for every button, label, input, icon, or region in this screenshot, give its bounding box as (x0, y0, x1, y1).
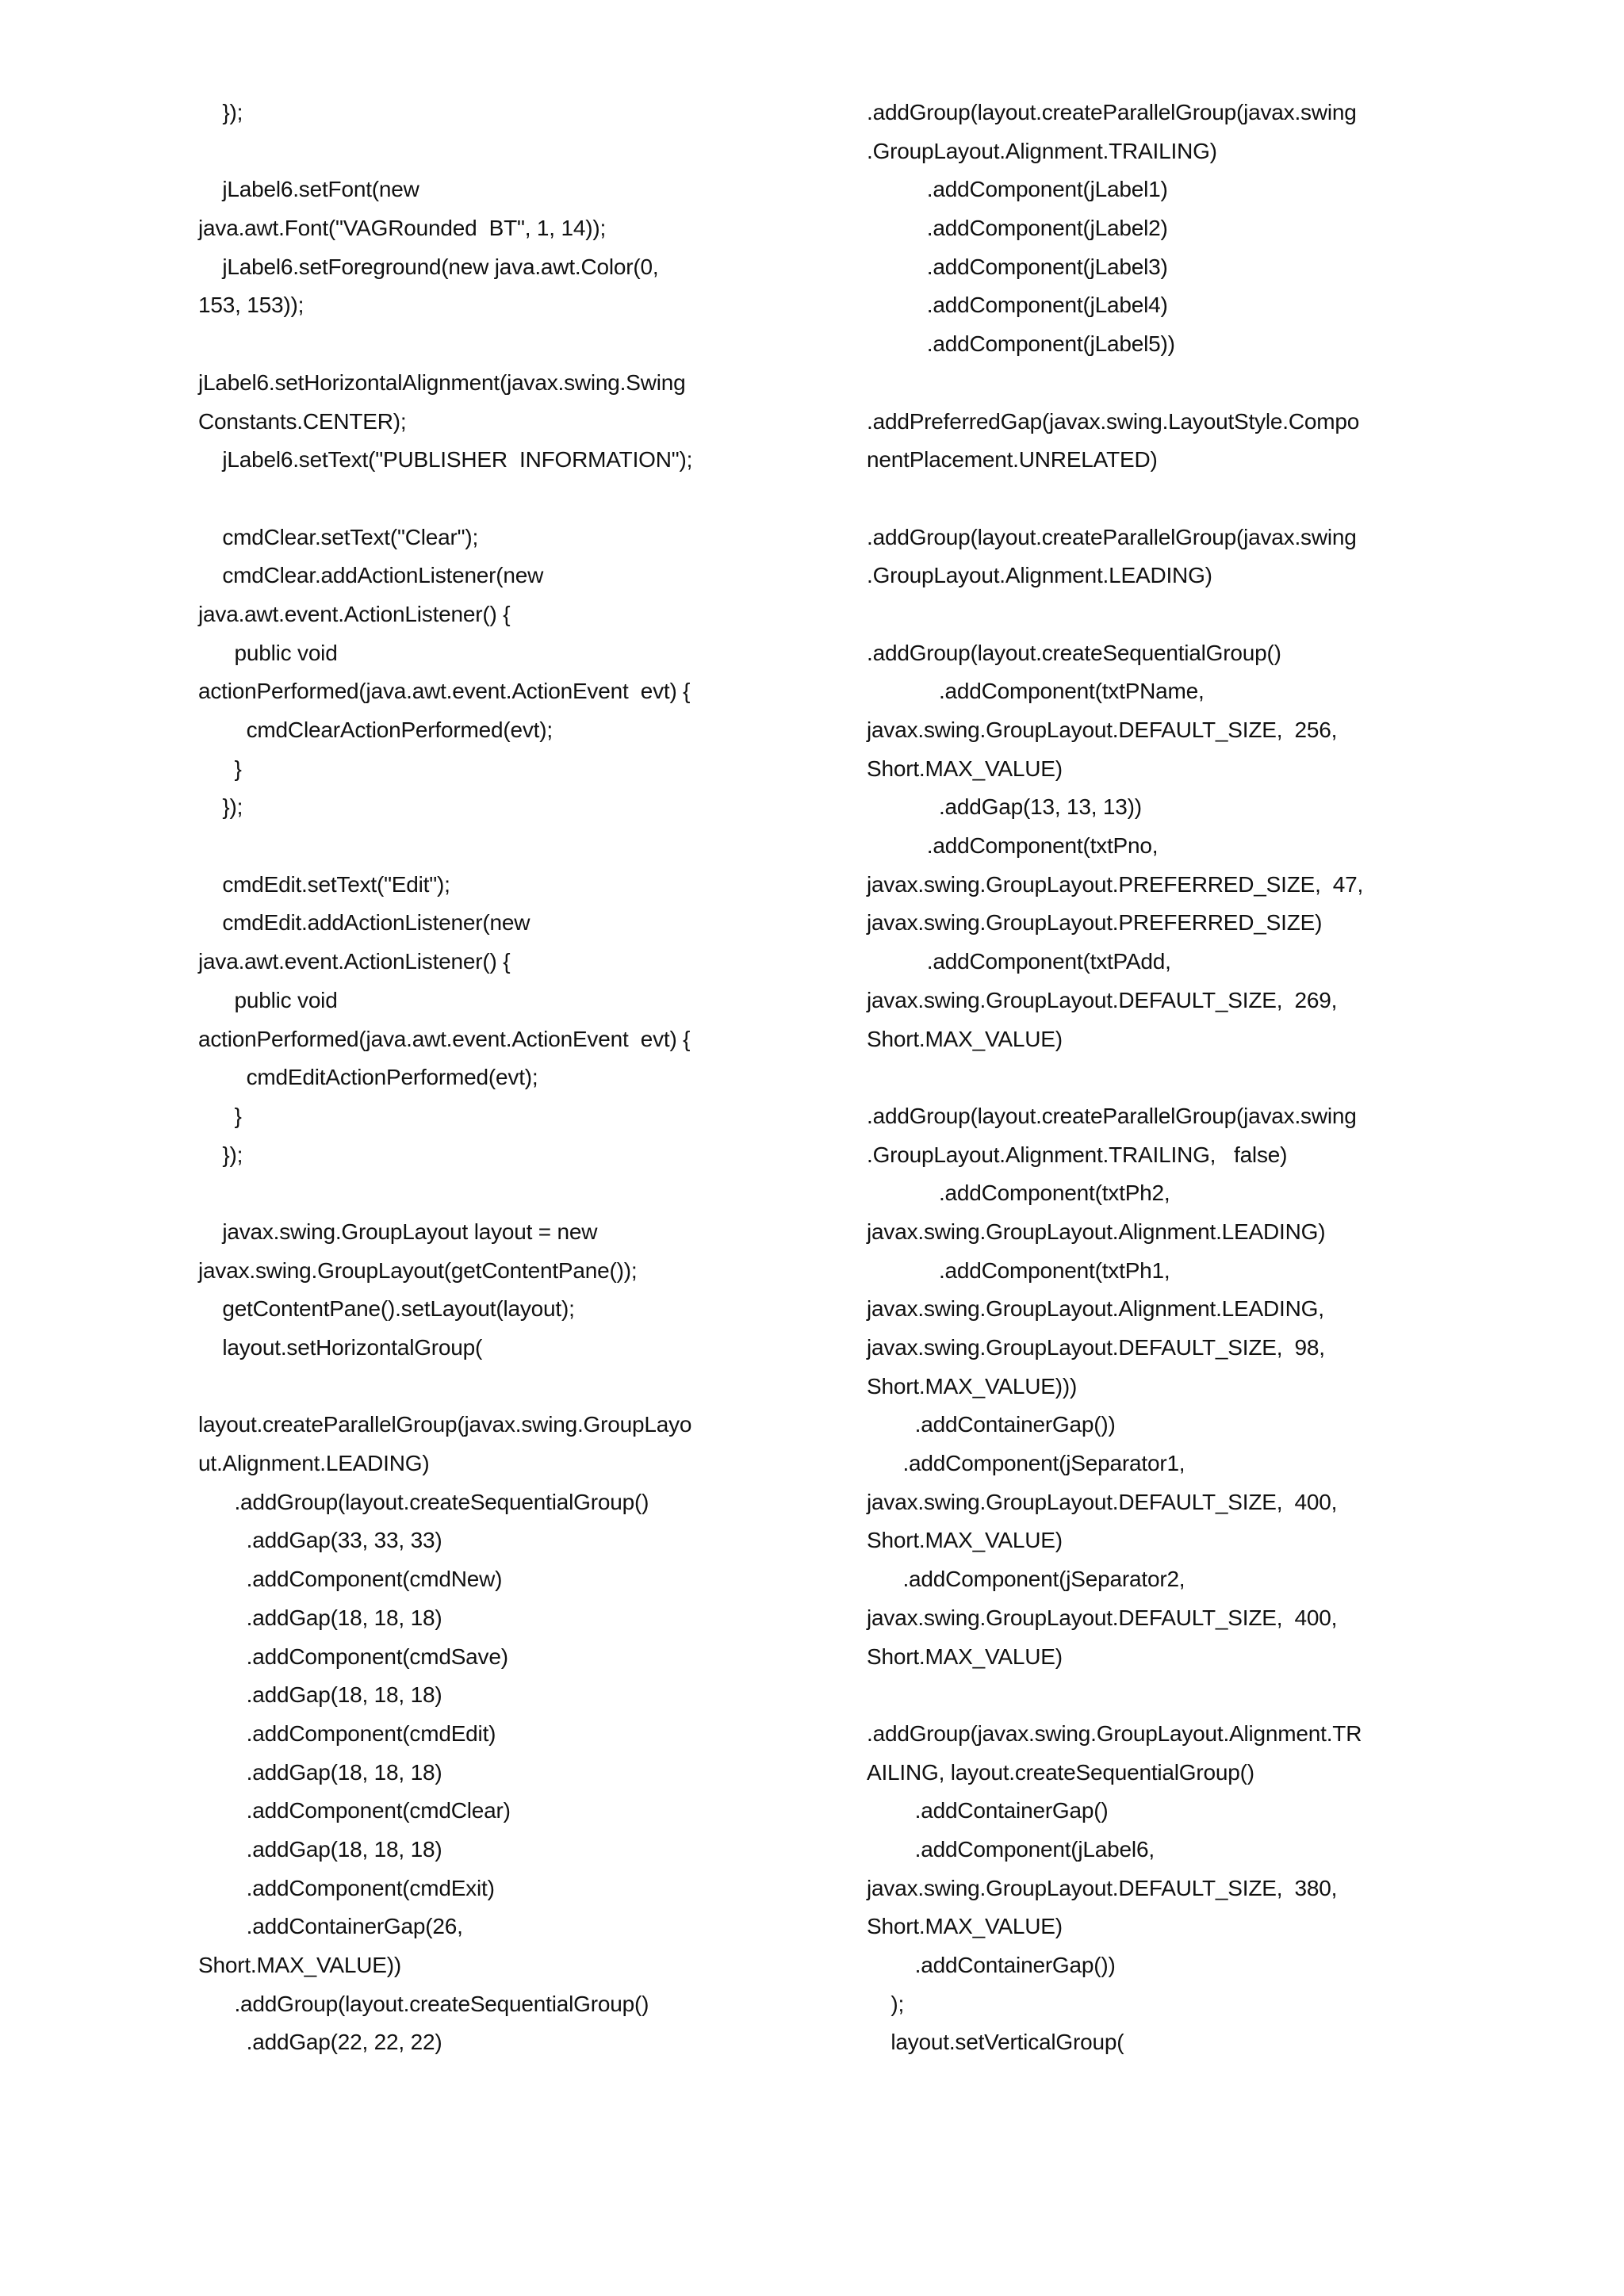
code-line (867, 1058, 1454, 1097)
code-line: javax.swing.GroupLayout.Alignment.LEADING, (867, 1296, 1324, 1322)
code-line: .addComponent(cmdClear) (198, 1798, 511, 1823)
code-line: java.awt.event.ActionListener() { (198, 949, 511, 974)
code-line: Short.MAX_VALUE) (867, 1026, 1063, 1051)
code-line: 153, 153)); (198, 293, 304, 318)
code-line: javax.swing.GroupLayout.DEFAULT_SIZE, 256, (867, 718, 1338, 742)
code-line: .addComponent(jSeparator1, (867, 1451, 1185, 1476)
code-line: javax.swing.GroupLayout.DEFAULT_SIZE, 400, (867, 1605, 1338, 1630)
code-line: cmdEdit.addActionListener(new (198, 910, 530, 936)
code-line: .addGap(18, 18, 18) (198, 1682, 442, 1708)
code-line: .addComponent(cmdSave) (198, 1644, 508, 1669)
code-line: }); (198, 1142, 243, 1167)
code-line: javax.swing.GroupLayout layout = new (198, 1219, 598, 1244)
code-line: cmdClear.addActionListener(new (198, 563, 544, 588)
code-line: javax.swing.GroupLayout.DEFAULT_SIZE, 400, (867, 1489, 1338, 1514)
code-line: public void (198, 640, 338, 665)
code-line: Short.MAX_VALUE) (867, 1644, 1063, 1669)
code-line: .addGroup(layout.createSequentialGroup() (198, 1991, 649, 2016)
code-line: } (198, 756, 242, 781)
code-line: .addGroup(layout.createParallelGroup(javax.swing (867, 1103, 1357, 1128)
code-line: Short.MAX_VALUE))) (867, 1373, 1078, 1399)
left-code-column (198, 94, 785, 2062)
code-line: Short.MAX_VALUE) (867, 756, 1063, 781)
code-line: jLabel6.setHorizontalAlignment(javax.swing.Swing (198, 369, 686, 395)
code-line: .addComponent(jLabel2) (867, 216, 1168, 241)
code-line: cmdEditActionPerformed(evt); (198, 1065, 538, 1090)
code-line (198, 132, 785, 171)
code-line: AILING, layout.createSequentialGroup() (867, 1759, 1254, 1785)
code-line: .addGroup(layout.createParallelGroup(javax.swing (867, 100, 1357, 124)
code-line: .addComponent(jLabel4) (867, 293, 1168, 318)
code-line: .addComponent(cmdNew) (198, 1567, 503, 1592)
code-line: javax.swing.GroupLayout.DEFAULT_SIZE, 98, (867, 1335, 1325, 1360)
code-line (867, 480, 1454, 519)
code-line: .addPreferredGap(javax.swing.LayoutStyle.Compo (867, 408, 1360, 434)
code-line: .addComponent(cmdEdit) (198, 1720, 496, 1746)
code-line (867, 364, 1454, 403)
code-line: javax.swing.GroupLayout.PREFERRED_SIZE, 47, (867, 871, 1364, 897)
code-line: .addContainerGap()) (867, 1953, 1116, 1977)
code-line: cmdClear.setText("Clear"); (198, 524, 479, 549)
code-line: .addGroup(layout.createSequentialGroup() (867, 640, 1281, 665)
code-line: Constants.CENTER); (198, 408, 407, 434)
code-line: .addComponent(jSeparator2, (867, 1567, 1185, 1592)
code-line: cmdClearActionPerformed(evt); (198, 718, 553, 742)
code-line: java.awt.event.ActionListener() { (198, 601, 511, 626)
code-line (198, 1174, 785, 1213)
code-line: .addGap(18, 18, 18) (198, 1836, 442, 1862)
code-line: Short.MAX_VALUE)) (198, 1953, 401, 1977)
code-line: .addGap(18, 18, 18) (198, 1605, 442, 1630)
code-line: jLabel6.setForeground(new java.awt.Color(0, (198, 254, 659, 279)
code-line: .GroupLayout.Alignment.LEADING) (867, 563, 1212, 588)
right-code-column (867, 94, 1454, 2062)
code-line: public void (198, 987, 338, 1012)
code-line: }); (198, 794, 243, 820)
code-line (198, 827, 785, 866)
code-line: ut.Alignment.LEADING) (198, 1451, 430, 1476)
code-line: actionPerformed(java.awt.event.ActionEvent evt) { (198, 679, 691, 704)
code-line: .addGroup(layout.createSequentialGroup() (198, 1489, 649, 1514)
code-line (867, 595, 1454, 634)
code-line: nentPlacement.UNRELATED) (867, 447, 1158, 473)
code-line: cmdEdit.setText("Edit"); (198, 871, 450, 897)
code-line: javax.swing.GroupLayout.Alignment.LEADING) (867, 1219, 1326, 1244)
code-line: .addComponent(jLabel3) (867, 254, 1168, 279)
code-line: layout.setVerticalGroup( (867, 2030, 1124, 2055)
code-line: .addComponent(jLabel1) (867, 177, 1168, 202)
code-line (198, 1368, 785, 1406)
code-line: .addGroup(layout.createParallelGroup(javax.swing (867, 524, 1357, 549)
code-line: .addComponent(txtPh1, (867, 1257, 1170, 1283)
code-line: layout.createParallelGroup(javax.swing.GroupLayo (198, 1412, 692, 1437)
code-line: .addGap(33, 33, 33) (198, 1528, 442, 1553)
code-line: javax.swing.GroupLayout.PREFERRED_SIZE) (867, 910, 1323, 936)
code-line (198, 480, 785, 519)
code-line: .addComponent(jLabel5)) (867, 331, 1175, 357)
code-line: javax.swing.GroupLayout(getContentPane()); (198, 1257, 638, 1283)
code-line (867, 1676, 1454, 1715)
code-line: .addComponent(txtPno, (867, 833, 1159, 859)
code-line: jLabel6.setFont(new (198, 177, 419, 202)
code-line: .GroupLayout.Alignment.TRAILING, false) (867, 1142, 1288, 1167)
code-line: jLabel6.setText("PUBLISHER INFORMATION"); (198, 447, 693, 473)
code-line: } (198, 1103, 242, 1128)
code-line: .addGroup(javax.swing.GroupLayout.Alignment.TR (867, 1720, 1362, 1746)
code-line: .addContainerGap()) (867, 1412, 1116, 1437)
code-line: .addGap(22, 22, 22) (198, 2030, 442, 2055)
code-line: .addComponent(cmdExit) (198, 1875, 495, 1900)
code-line: .addContainerGap() (867, 1798, 1109, 1823)
code-line: javax.swing.GroupLayout.DEFAULT_SIZE, 269, (867, 987, 1338, 1012)
code-line: .addComponent(jLabel6, (867, 1836, 1155, 1862)
code-line: .addGap(13, 13, 13)) (867, 794, 1142, 820)
code-line: .addComponent(txtPAdd, (867, 949, 1171, 974)
code-line (198, 325, 785, 364)
code-line: java.awt.Font("VAGRounded BT", 1, 14)); (198, 216, 607, 241)
code-line: ); (867, 1991, 905, 2016)
code-line: }); (198, 100, 243, 124)
code-line: .GroupLayout.Alignment.TRAILING) (867, 138, 1217, 163)
code-line: Short.MAX_VALUE) (867, 1914, 1063, 1939)
code-line: .addContainerGap(26, (198, 1914, 463, 1939)
code-line: .addComponent(txtPName, (867, 679, 1205, 704)
code-line: layout.setHorizontalGroup( (198, 1335, 483, 1360)
code-line: Short.MAX_VALUE) (867, 1528, 1063, 1553)
code-line: getContentPane().setLayout(layout); (198, 1296, 575, 1322)
code-line: actionPerformed(java.awt.event.ActionEvent evt) { (198, 1026, 691, 1051)
code-line: .addComponent(txtPh2, (867, 1181, 1170, 1206)
code-line: .addGap(18, 18, 18) (198, 1759, 442, 1785)
code-line: javax.swing.GroupLayout.DEFAULT_SIZE, 380, (867, 1875, 1338, 1900)
